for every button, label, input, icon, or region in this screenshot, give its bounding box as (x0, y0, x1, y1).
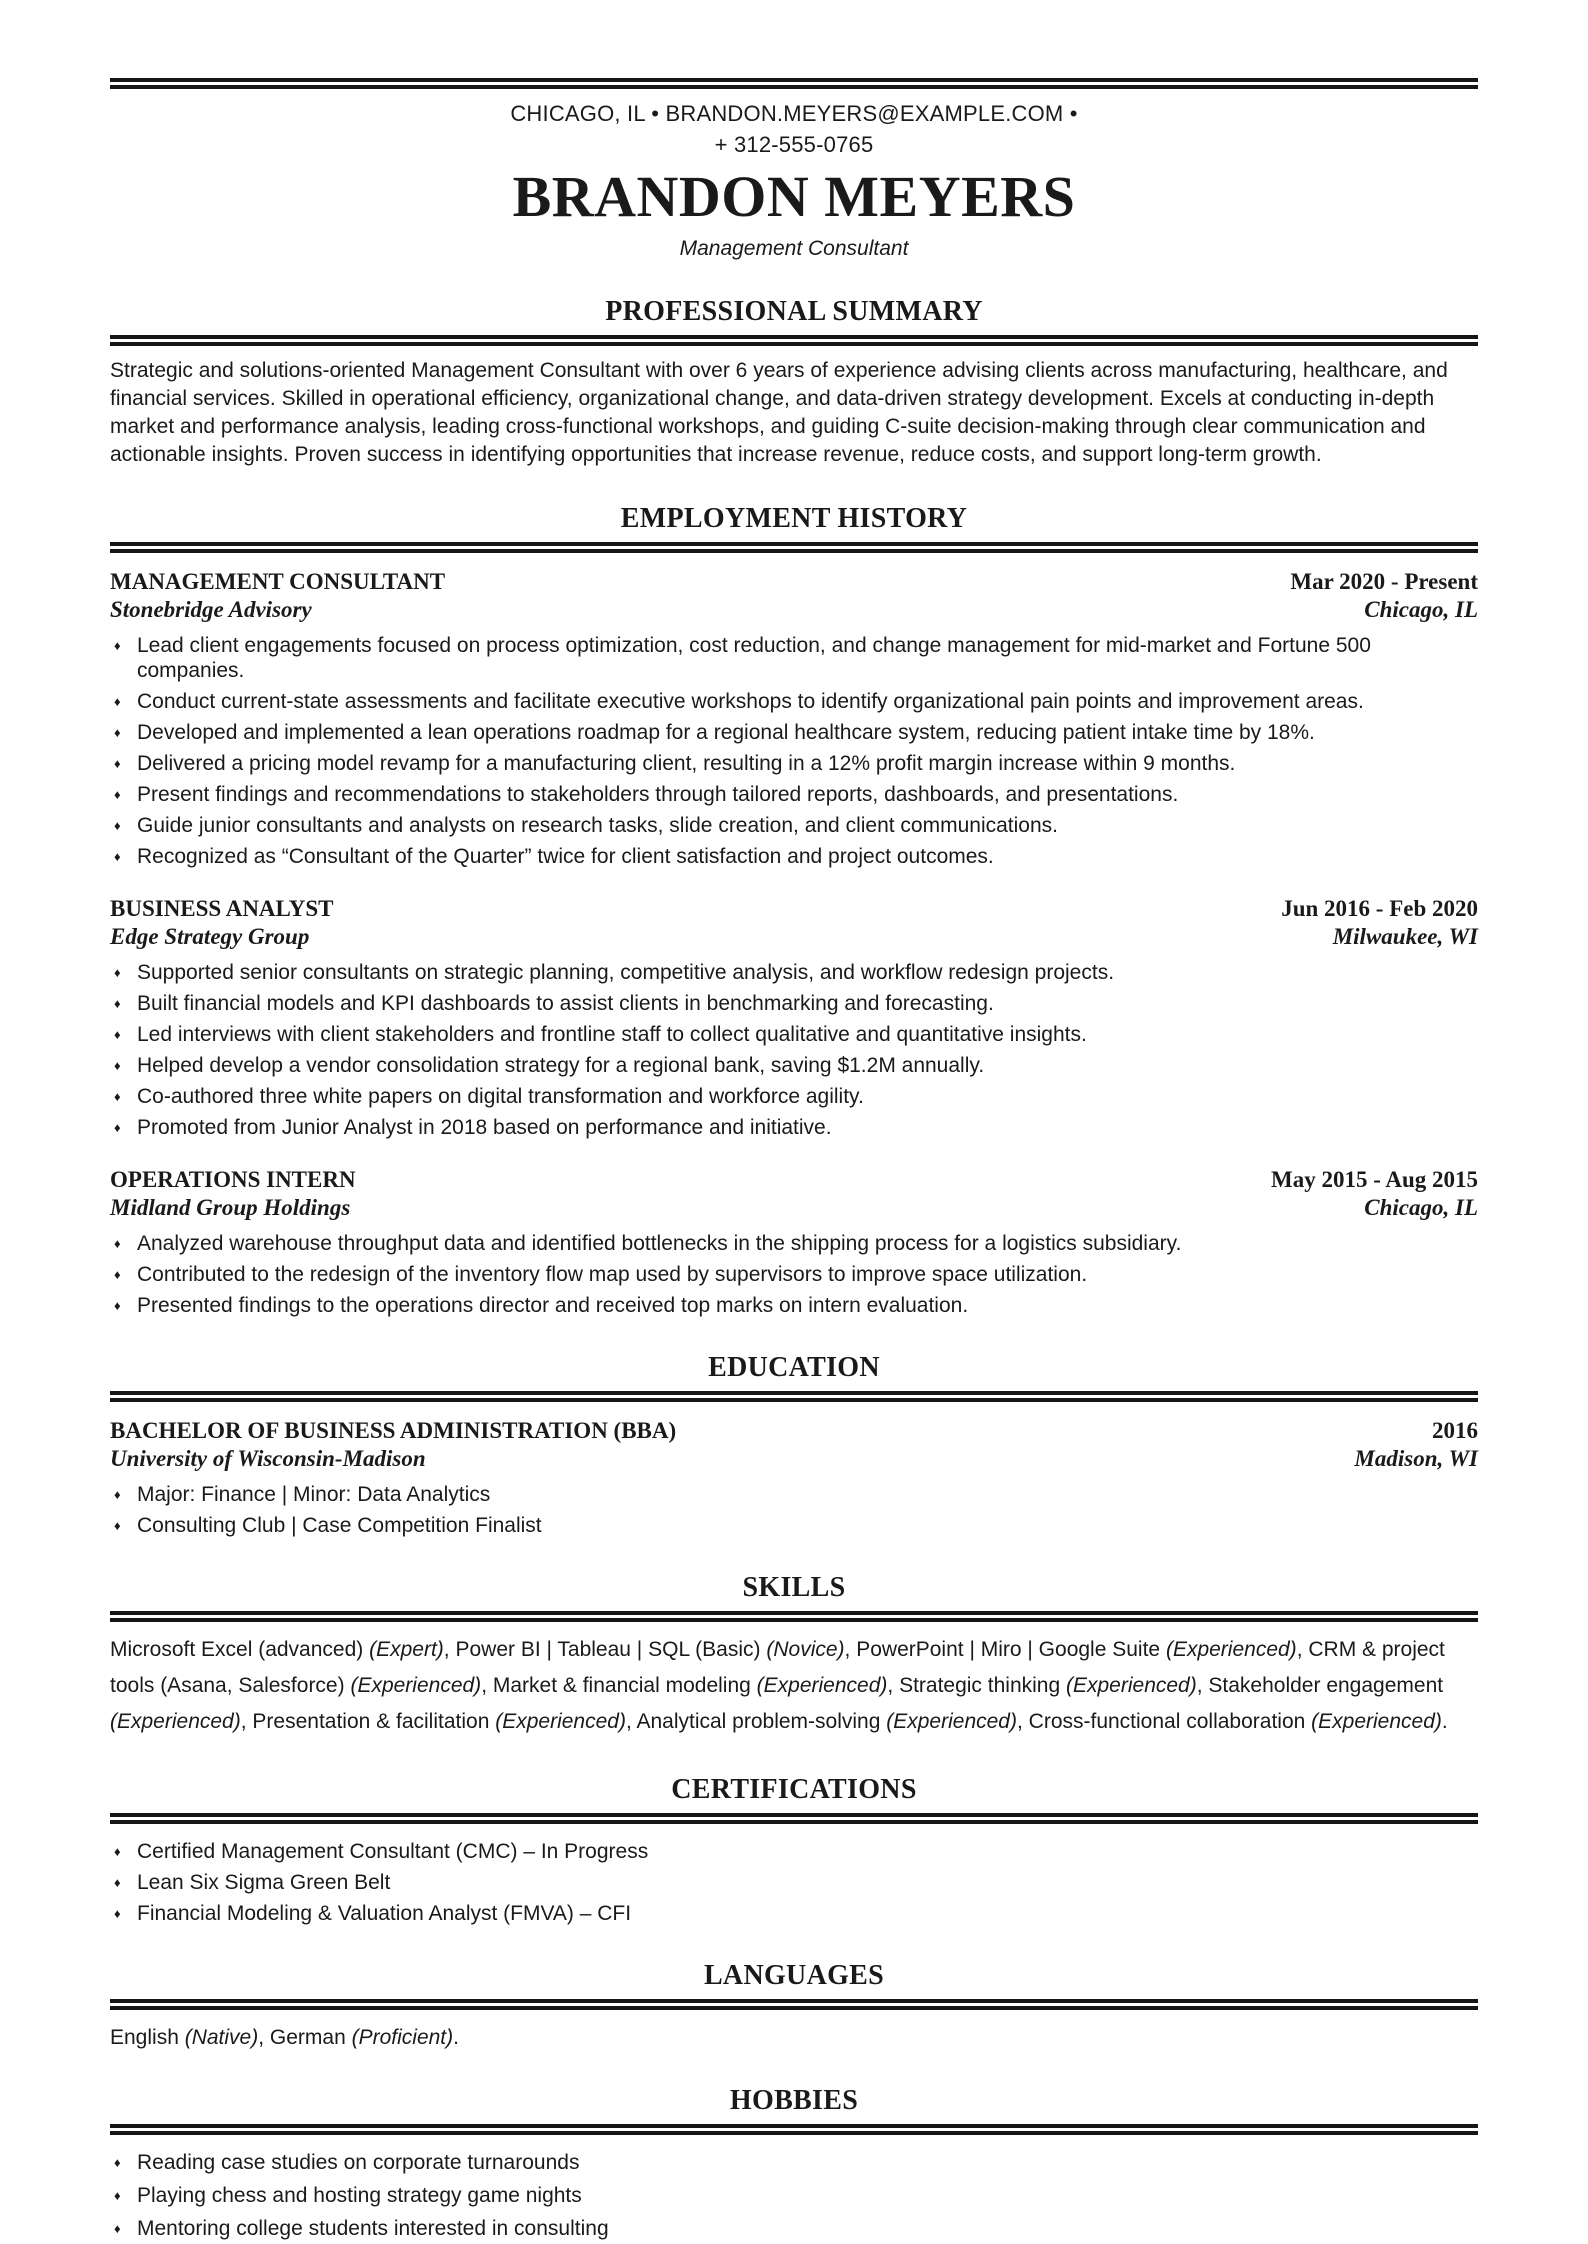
education-company: University of Wisconsin-Madison (110, 1446, 426, 1471)
candidate-name: BRANDON MEYERS (512, 164, 1076, 229)
diamond-bullet-icon: ♦ (114, 787, 121, 802)
bullet-text: Co-authored three white papers on digital transformation and workforce agility. (137, 1085, 864, 1108)
bullet-list (110, 1231, 1478, 1318)
certifications-section (110, 1839, 1478, 1926)
skills-text: Microsoft Excel (advanced) (Expert), Power BI | Tableau | SQL (Basic) (Novice), PowerPoint | Miro | Google Suite (Experienced), CRM & project tools (Asana, Salesforce) (Experienced), Market & financial modeling (Experienced), Strategic thinking (Experienced), Stakeholder engagement (Experienced), Presentation & facilitation (Experienced), Analytical problem-solving (Experienced), Cross-functional collaboration (Experienced). (110, 1638, 1448, 1733)
job-dates: Mar 2020 - Present (1290, 569, 1478, 594)
job-dates: May 2015 - Aug 2015 (1271, 1167, 1478, 1192)
education-dates: 2016 (1432, 1418, 1478, 1443)
summary-text: Strategic and solutions-oriented Management Consultant with over 6 years of experience advising clients across manufacturing, healthcare, and financial services. Skilled in operational efficiency, organizational change, and data-driven strategy development. Excels at conducting in-depth market and performance analysis, leading cross-functional workshops, and guiding C-suite decision-making through clear communication and actionable insights. Proven success in identifying opportunities that increase revenue, reduce costs, and support long-term growth. (110, 359, 1448, 466)
diamond-bullet-icon: ♦ (114, 1089, 121, 1104)
job-header-row (110, 1166, 1478, 1194)
list-item (110, 720, 1478, 745)
diamond-bullet-icon: ♦ (114, 1518, 121, 1533)
employment-divider (110, 542, 1478, 553)
list-item (110, 1022, 1478, 1047)
bullet-text: Conduct current-state assessments and facilitate executive workshops to identify organizational pain points and improvement areas. (137, 690, 1364, 713)
diamond-bullet-icon: ♦ (114, 849, 121, 864)
bullet-text: Helped develop a vendor consolidation strategy for a regional bank, saving $1.2M annually. (137, 1054, 985, 1077)
hobbies-section (110, 2150, 1478, 2241)
list-item (110, 813, 1478, 838)
diamond-bullet-icon: ♦ (114, 725, 121, 740)
bullet-text: Present findings and recommendations to stakeholders through tailored reports, dashboards, and presentations. (137, 783, 1179, 806)
list-item (110, 1901, 1478, 1926)
bullet-text: Analyzed warehouse throughput data and identified bottlenecks in the shipping process for a logistics subsidiary. (137, 1232, 1182, 1255)
bullet-text: Financial Modeling & Valuation Analyst (FMVA) – CFI (137, 1902, 632, 1925)
job-location: Milwaukee, WI (1332, 924, 1478, 949)
bullet-list (110, 1839, 1478, 1926)
contact-info (110, 98, 1478, 160)
job-company: Stonebridge Advisory (110, 597, 312, 622)
level-label: (Proficient) (351, 2026, 454, 2049)
education-header-row (110, 1417, 1478, 1445)
diamond-bullet-icon: ♦ (114, 1844, 121, 1859)
hobbies-divider (110, 2124, 1478, 2135)
bullet-text: Presented findings to the operations director and received top marks on intern evaluation. (137, 1294, 969, 1317)
job-entry (110, 568, 1478, 869)
employment-heading: EMPLOYMENT HISTORY (620, 503, 968, 534)
diamond-bullet-icon: ♦ (114, 1487, 121, 1502)
education-divider (110, 1391, 1478, 1402)
job-title: MANAGEMENT CONSULTANT (110, 569, 446, 594)
list-item (110, 991, 1478, 1016)
bullet-text: Reading case studies on corporate turnarounds (137, 2151, 580, 2174)
diamond-bullet-icon: ♦ (114, 818, 121, 833)
level-label: (Expert) (369, 1638, 444, 1661)
bullet-text: Lean Six Sigma Green Belt (137, 1871, 391, 1894)
list-item (110, 2150, 1478, 2175)
job-location: Chicago, IL (1364, 597, 1478, 622)
diamond-bullet-icon: ♦ (114, 1120, 121, 1135)
bullet-text: Lead client engagements focused on process optimization, cost reduction, and change management for mid-market and Fortune 500 companies. (137, 634, 1371, 682)
bullet-text: Supported senior consultants on strategic planning, competitive analysis, and workflow redesign projects. (137, 961, 1115, 984)
bullet-list (110, 960, 1478, 1140)
bullet-text: Led interviews with client stakeholders and frontline staff to collect qualitative and quantitative insights. (137, 1023, 1087, 1046)
bullet-list (110, 2150, 1478, 2241)
job-header-row (110, 895, 1478, 923)
level-label: (Experienced) (495, 1710, 626, 1733)
education-location: Madison, WI (1354, 1446, 1478, 1471)
contact-line-2: + 312-555-0765 (714, 132, 874, 157)
certifications-heading: CERTIFICATIONS (671, 1774, 917, 1805)
contact-line-1: CHICAGO, IL • BRANDON.MEYERS@EXAMPLE.COM • (510, 101, 1078, 126)
bullet-text: Developed and implemented a lean operations roadmap for a regional healthcare system, reducing patient intake time by 18%. (137, 721, 1315, 744)
list-item (110, 1115, 1478, 1140)
level-label: (Experienced) (886, 1710, 1017, 1733)
job-subheader-row (110, 596, 1478, 624)
education-subheader-row (110, 1445, 1478, 1473)
education-title: BACHELOR OF BUSINESS ADMINISTRATION (BBA) (110, 1418, 677, 1443)
level-label: (Experienced) (1066, 1674, 1197, 1697)
job-header-row (110, 568, 1478, 596)
candidate-title: Management Consultant (679, 237, 909, 260)
languages-heading: LANGUAGES (703, 1960, 885, 1991)
level-label: (Experienced) (110, 1710, 241, 1733)
bullet-text: Mentoring college students interested in consulting (137, 2217, 609, 2240)
bullet-text: Certified Management Consultant (CMC) – In Progress (137, 1840, 649, 1863)
list-item (110, 2183, 1478, 2208)
list-item (110, 1231, 1478, 1256)
diamond-bullet-icon: ♦ (114, 2188, 121, 2203)
job-subheader-row (110, 1194, 1478, 1222)
job-dates: Jun 2016 - Feb 2020 (1281, 896, 1478, 921)
level-label: (Experienced) (1165, 1638, 1297, 1661)
bullet-text: Major: Finance | Minor: Data Analytics (137, 1483, 491, 1506)
list-item (110, 2216, 1478, 2241)
job-title: BUSINESS ANALYST (110, 896, 334, 921)
bullet-text: Playing chess and hosting strategy game nights (137, 2184, 582, 2207)
list-item (110, 960, 1478, 985)
skills-heading: SKILLS (742, 1572, 846, 1603)
level-label: (Experienced) (1311, 1710, 1442, 1733)
job-company: Edge Strategy Group (110, 924, 310, 949)
bullet-list (110, 1482, 1478, 1538)
list-item (110, 1293, 1478, 1318)
diamond-bullet-icon: ♦ (114, 1298, 121, 1313)
list-item (110, 1870, 1478, 1895)
diamond-bullet-icon: ♦ (114, 2155, 121, 2170)
list-item (110, 1839, 1478, 1864)
job-subheader-row (110, 923, 1478, 951)
diamond-bullet-icon: ♦ (114, 1267, 121, 1282)
diamond-bullet-icon: ♦ (114, 638, 121, 653)
diamond-bullet-icon: ♦ (114, 694, 121, 709)
diamond-bullet-icon: ♦ (114, 1236, 121, 1251)
job-entry (110, 1166, 1478, 1318)
list-item (110, 751, 1478, 776)
diamond-bullet-icon: ♦ (114, 756, 121, 771)
languages-divider (110, 1999, 1478, 2010)
skills-divider (110, 1611, 1478, 1622)
diamond-bullet-icon: ♦ (114, 965, 121, 980)
diamond-bullet-icon: ♦ (114, 1058, 121, 1073)
list-item (110, 1262, 1478, 1287)
list-item (110, 1513, 1478, 1538)
list-item (110, 1482, 1478, 1507)
bullet-text: Built financial models and KPI dashboards to assist clients in benchmarking and forecasting. (137, 992, 994, 1015)
job-location: Chicago, IL (1364, 1195, 1478, 1220)
list-item (110, 1084, 1478, 1109)
list-item (110, 844, 1478, 869)
job-title: OPERATIONS INTERN (110, 1167, 356, 1192)
job-entry (110, 895, 1478, 1140)
bullet-text: Recognized as “Consultant of the Quarter” twice for client satisfaction and project outcomes. (137, 845, 994, 868)
employment-section (110, 568, 1478, 1318)
bullet-text: Promoted from Junior Analyst in 2018 based on performance and initiative. (137, 1116, 832, 1139)
summary-heading: PROFESSIONAL SUMMARY (605, 296, 983, 327)
bullet-text: Consulting Club | Case Competition Finalist (137, 1514, 542, 1537)
level-label: (Experienced) (350, 1674, 482, 1697)
diamond-bullet-icon: ♦ (114, 1906, 121, 1921)
education-entry (110, 1417, 1478, 1538)
list-item (110, 782, 1478, 807)
list-item (110, 633, 1478, 683)
top-divider (110, 78, 1478, 89)
bullet-text: Guide junior consultants and analysts on research tasks, slide creation, and client communications. (137, 814, 1058, 837)
list-item (110, 689, 1478, 714)
bullet-text: Contributed to the redesign of the inventory flow map used by supervisors to improve space utilization. (137, 1263, 1088, 1286)
diamond-bullet-icon: ♦ (114, 2221, 121, 2236)
diamond-bullet-icon: ♦ (114, 1027, 121, 1042)
education-heading: EDUCATION (708, 1352, 880, 1383)
job-company: Midland Group Holdings (110, 1195, 351, 1220)
bullet-text: Delivered a pricing model revamp for a manufacturing client, resulting in a 12% profit margin increase within 9 months. (137, 752, 1236, 775)
languages-text: English (Native), German (Proficient). (110, 2026, 459, 2049)
diamond-bullet-icon: ♦ (114, 996, 121, 1011)
level-label: (Novice) (766, 1638, 845, 1661)
diamond-bullet-icon: ♦ (114, 1875, 121, 1890)
level-label: (Experienced) (756, 1674, 888, 1697)
bullet-list (110, 633, 1478, 869)
education-section (110, 1417, 1478, 1538)
level-label: (Native) (184, 2026, 259, 2049)
hobbies-heading: HOBBIES (729, 2085, 859, 2116)
list-item (110, 1053, 1478, 1078)
summary-divider (110, 335, 1478, 346)
certifications-divider (110, 1813, 1478, 1824)
